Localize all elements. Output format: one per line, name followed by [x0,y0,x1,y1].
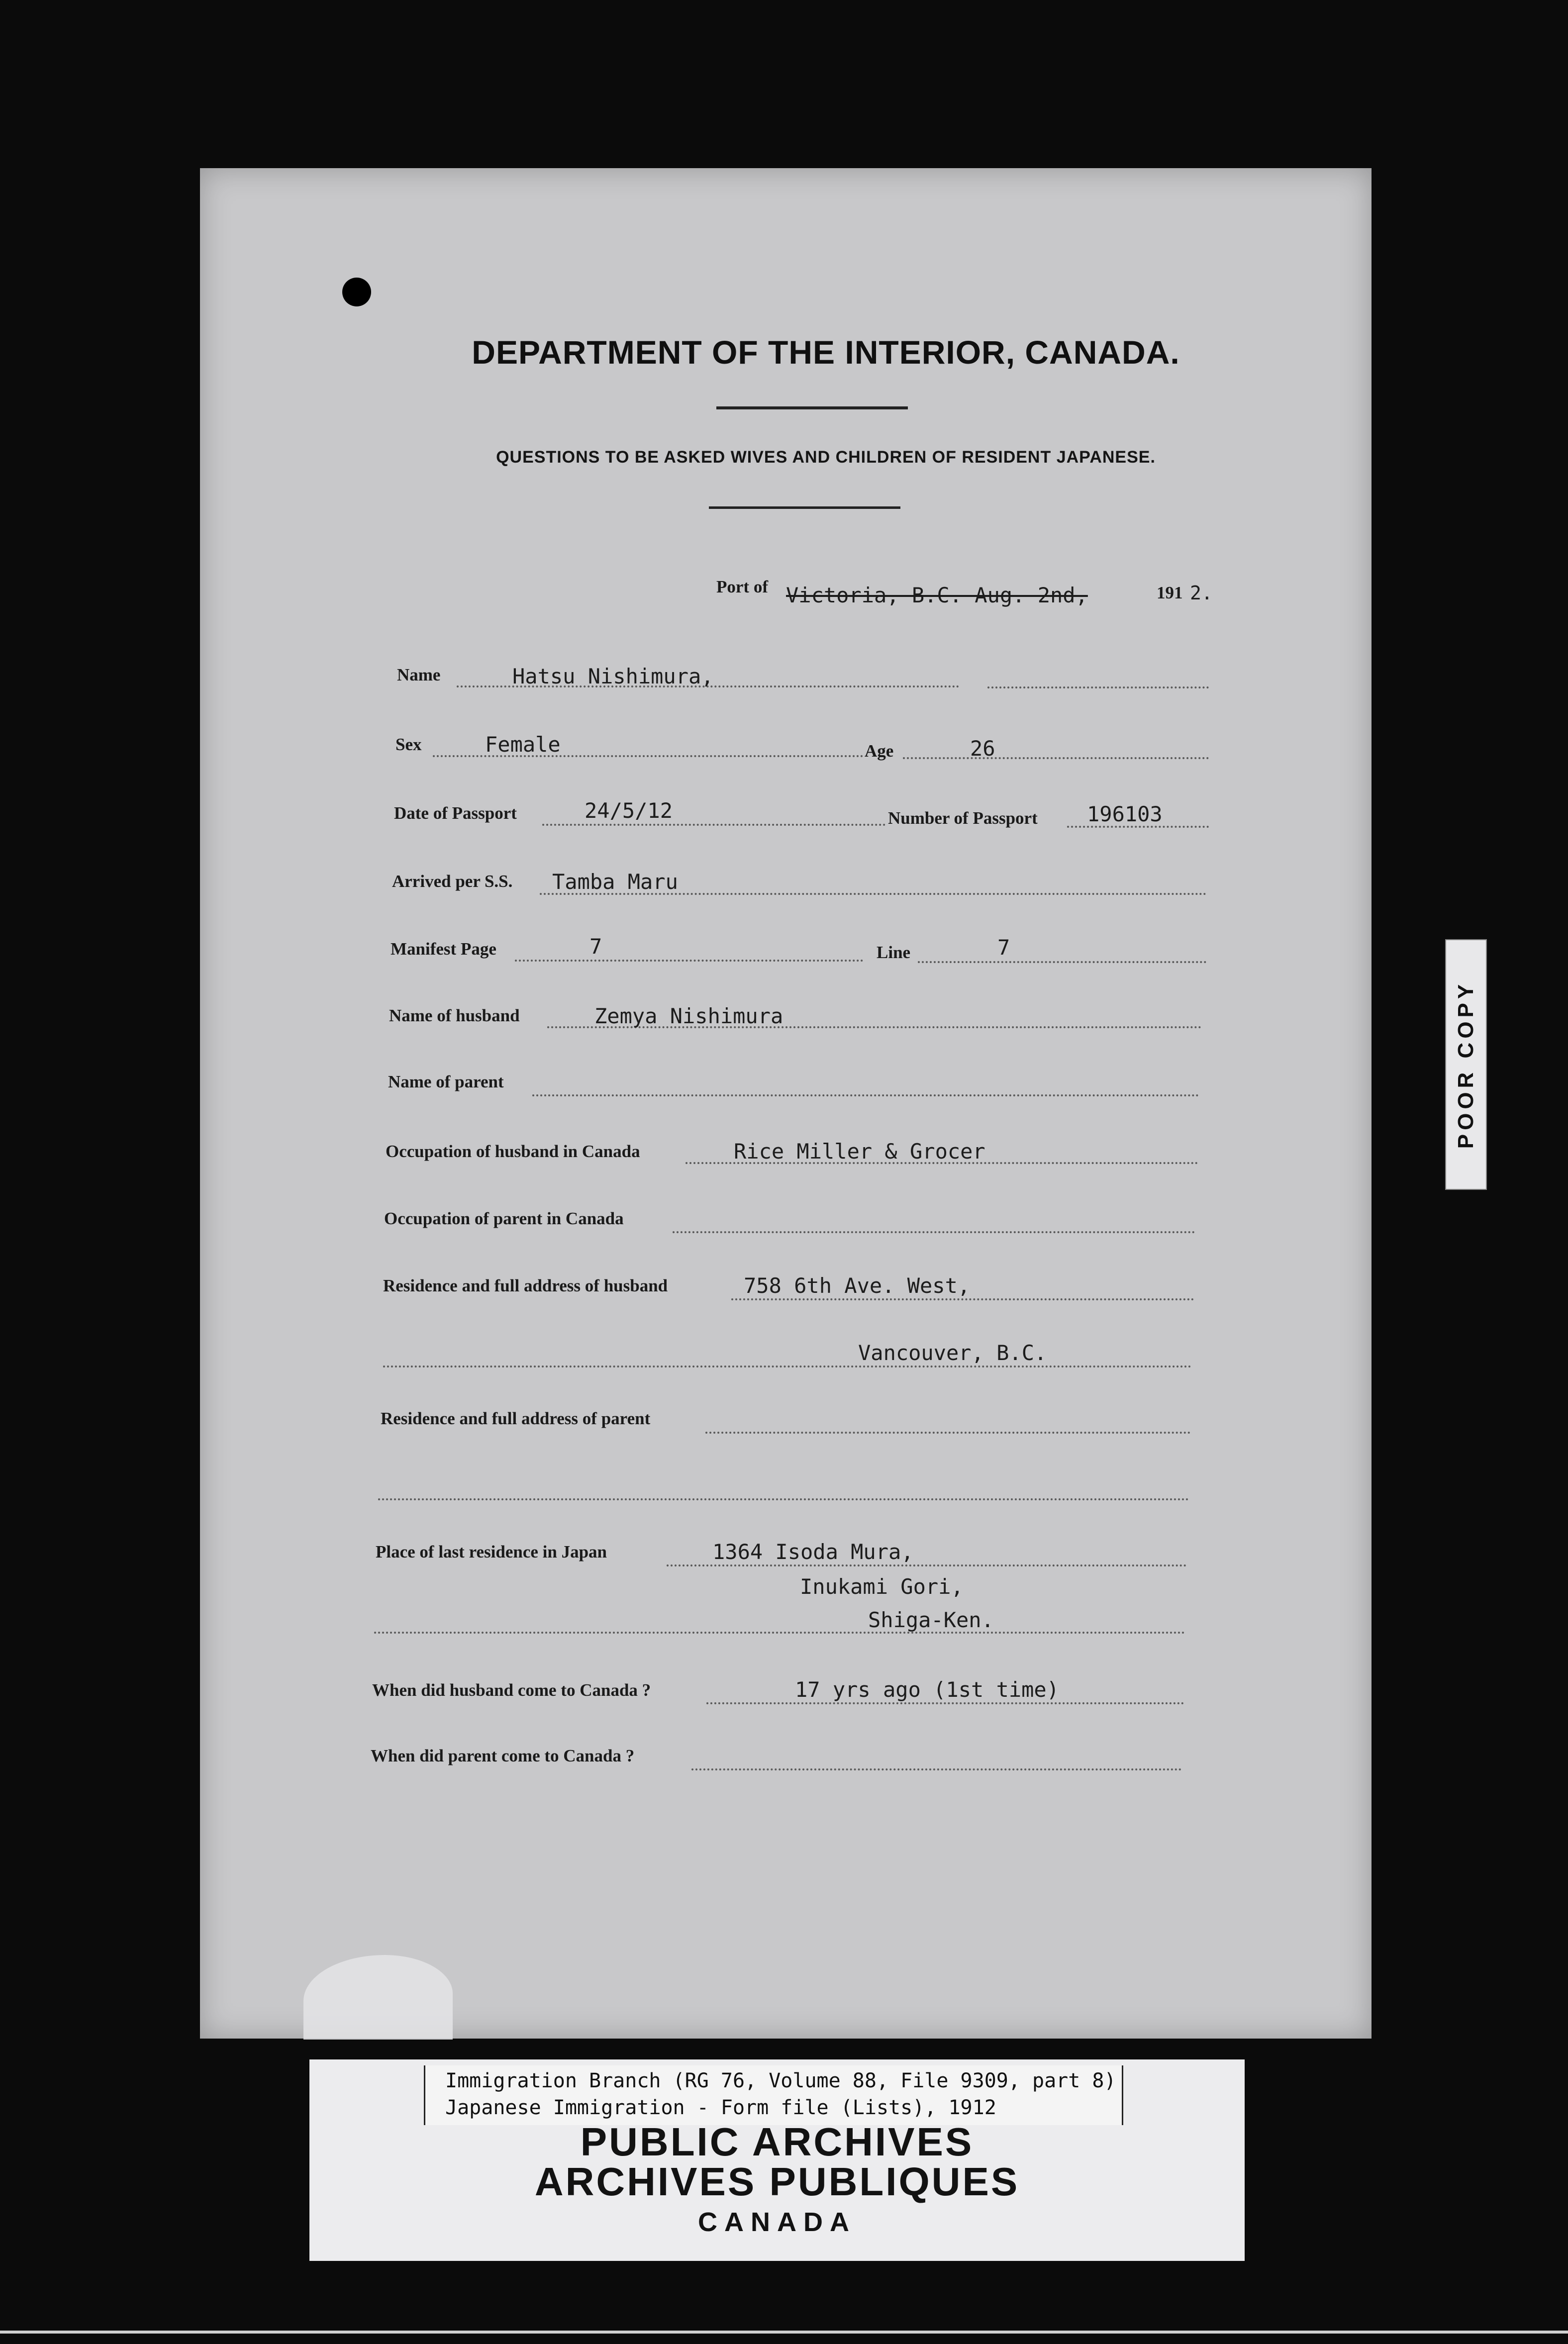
archive-typed-label [424,2065,1123,2125]
passport-date-line [542,824,885,826]
line-value: 7 [997,935,1010,960]
film-edge [0,2331,1568,2334]
last-residence-value-1: 1364 Isoda Mura, [712,1540,914,1564]
line-label: Line [877,943,911,962]
residence-parent-line-2 [378,1498,1189,1500]
parent-name-label: Name of parent [388,1072,504,1091]
occupation-parent-line [673,1231,1195,1233]
archive-name-french: ARCHIVES PUBLIQUES [534,2159,1020,2204]
port-label: Port of [716,577,768,596]
age-value: 26 [970,736,995,761]
parent-came-line [691,1768,1181,1770]
title-rule [716,406,908,409]
last-residence-value-3: Shiga-Ken. [868,1608,994,1632]
residence-husband-line [731,1298,1194,1300]
punch-hole [342,278,371,306]
archive-reference-line-1: Immigration Branch (RG 76, Volume 88, File 9309, part 8) [445,2069,1116,2092]
sex-value: Female [485,732,561,757]
parent-came-label: When did parent come to Canada ? [371,1746,635,1765]
last-residence-line-2 [374,1632,1185,1634]
residence-husband-value-1: 758 6th Ave. West, [744,1273,971,1298]
residence-parent-line [705,1432,1190,1434]
parent-name-line [532,1094,1199,1096]
passport-number-label: Number of Passport [888,808,1038,828]
line-line [918,961,1206,963]
name-value: Hatsu Nishimura, [512,664,714,688]
age-line [903,757,1209,759]
archive-reference-line-2: Japanese Immigration - Form file (Lists), 1912 [445,2096,996,2119]
arrived-value: Tamba Maru [552,870,678,894]
residence-husband-line-2 [383,1366,1191,1367]
residence-parent-label: Residence and full address of parent [381,1409,651,1428]
name-label: Name [397,665,441,684]
port-value: Victoria, B.C. Aug. 2nd, [786,583,1088,607]
poor-copy-stamp [1445,939,1487,1190]
passport-number-value: 196103 [1087,802,1163,826]
sex-label: Sex [395,735,422,754]
last-residence-value-2: Inukami Gori, [800,1574,964,1599]
port-year-print: 191 [1157,583,1183,602]
archive-label [309,2059,1245,2261]
husband-came-value: 17 yrs ago (1st time) [795,1677,1060,1702]
husband-name-value: Zemya Nishimura [594,1004,784,1028]
passport-date-label: Date of Passport [394,803,517,823]
passport-date-value: 24/5/12 [585,798,673,823]
archive-name-english: PUBLIC ARCHIVES [580,2120,974,2164]
form-subtitle: QUESTIONS TO BE ASKED WIVES AND CHILDREN OF RESIDENT JAPANESE. [496,448,1156,467]
occupation-parent-label: Occupation of parent in Canada [384,1209,624,1228]
form-title: DEPARTMENT OF THE INTERIOR, CANADA. [472,334,1180,371]
port-year-typed: 2. [1190,582,1213,604]
occupation-husband-value: Rice Miller & Grocer [734,1139,985,1164]
husband-came-line [706,1702,1184,1704]
age-label: Age [865,741,894,761]
last-residence-line [667,1564,1186,1566]
name-line-2 [987,686,1209,688]
husband-name-label: Name of husband [389,1006,520,1025]
manifest-line [515,960,863,962]
subtitle-rule [709,506,900,509]
occupation-husband-label: Occupation of husband in Canada [386,1142,640,1161]
husband-came-label: When did husband come to Canada ? [372,1680,651,1700]
manifest-value: 7 [589,934,602,959]
residence-husband-value-2: Vancouver, B.C. [858,1341,1047,1365]
arrived-label: Arrived per S.S. [392,872,513,891]
last-residence-label: Place of last residence in Japan [376,1542,607,1562]
residence-husband-label: Residence and full address of husband [383,1276,668,1295]
poor-copy-text: POOR COPY [1454,980,1478,1149]
archive-country: CANADA [698,2207,856,2237]
manifest-label: Manifest Page [391,939,496,959]
